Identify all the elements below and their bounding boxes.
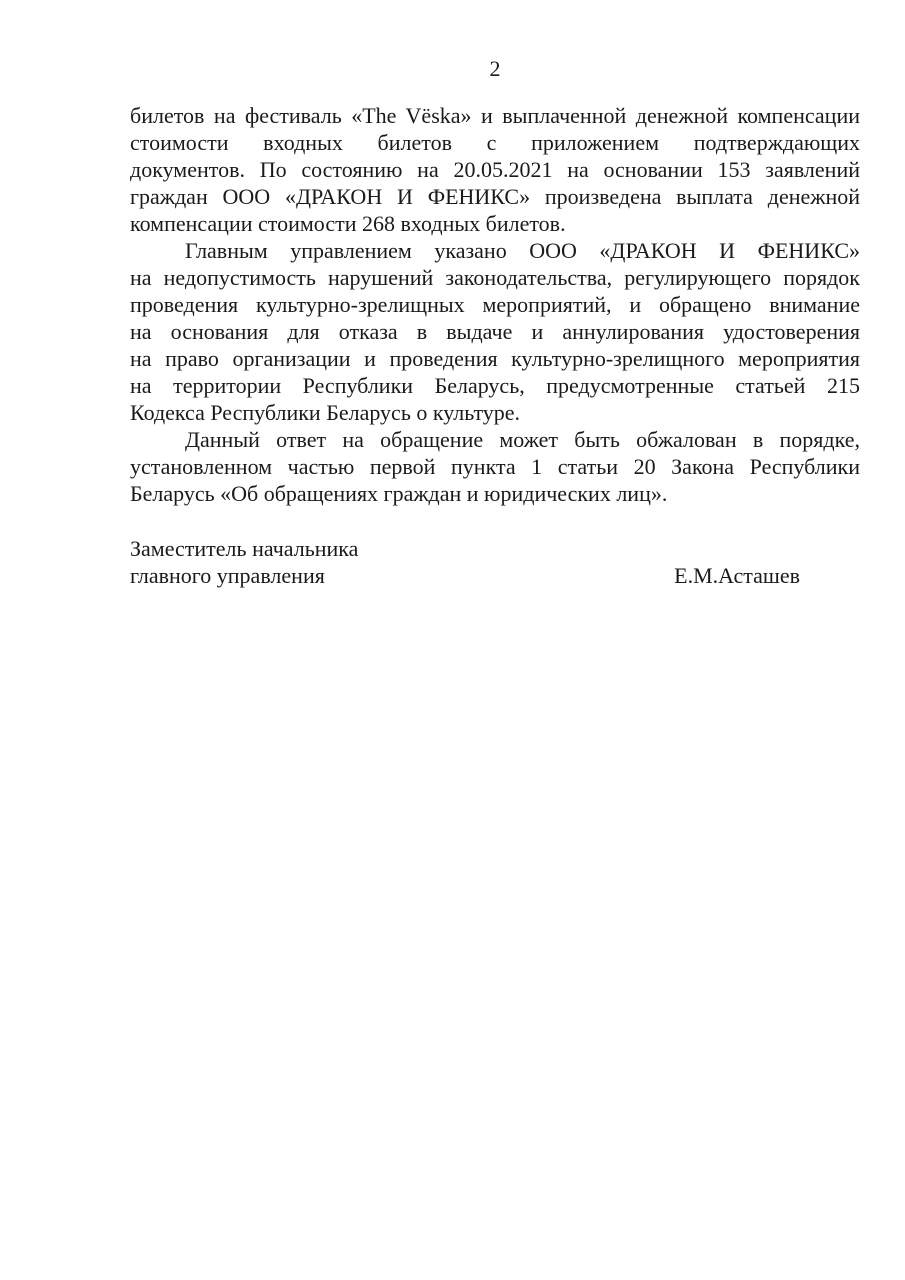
signature-name: Е.М.Асташев [674, 563, 800, 588]
signature-position-line1: Заместитель начальника [130, 536, 359, 561]
text-line: на недопустимость нарушений законодательства, регулирующего порядок [130, 265, 860, 290]
body-paragraph [130, 237, 860, 426]
text-line: Главным управлением указано ООО «ДРАКОН И ФЕНИКС» [185, 238, 860, 263]
text-line: билетов на фестиваль «The Vëska» и выплаченной денежной компенсации [130, 103, 860, 128]
body-paragraph [130, 102, 860, 237]
signature-block [130, 535, 860, 589]
text-line: документов. По состоянию на 20.05.2021 на основании 153 заявлений [130, 157, 860, 182]
text-line: установленном частью первой пункта 1 статьи 20 Закона Республики [130, 454, 860, 479]
page-number: 2 [489, 56, 501, 81]
text-line: Беларусь «Об обращениях граждан и юридических лиц». [130, 481, 668, 506]
text-line: на право организации и проведения культурно-зрелищного мероприятия [130, 346, 860, 371]
text-line: проведения культурно-зрелищных мероприятий, и обращено внимание [130, 292, 860, 317]
text-line: на территории Республики Беларусь, предусмотренные статьей 215 [130, 373, 860, 398]
text-line: компенсации стоимости 268 входных билетов. [130, 211, 566, 236]
text-line: Кодекса Республики Беларусь о культуре. [130, 400, 521, 425]
signature-position-line2: главного управления [130, 563, 325, 588]
body-paragraph [130, 426, 860, 507]
text-line: граждан ООО «ДРАКОН И ФЕНИКС» произведена выплата денежной [130, 184, 860, 209]
text-line: стоимости входных билетов с приложением подтверждающих [130, 130, 860, 155]
text-line: на основания для отказа в выдаче и аннулирования удостоверения [130, 319, 860, 344]
text-line: Данный ответ на обращение может быть обжалован в порядке, [185, 427, 860, 452]
text-column [130, 55, 860, 589]
signature-position [130, 535, 358, 589]
